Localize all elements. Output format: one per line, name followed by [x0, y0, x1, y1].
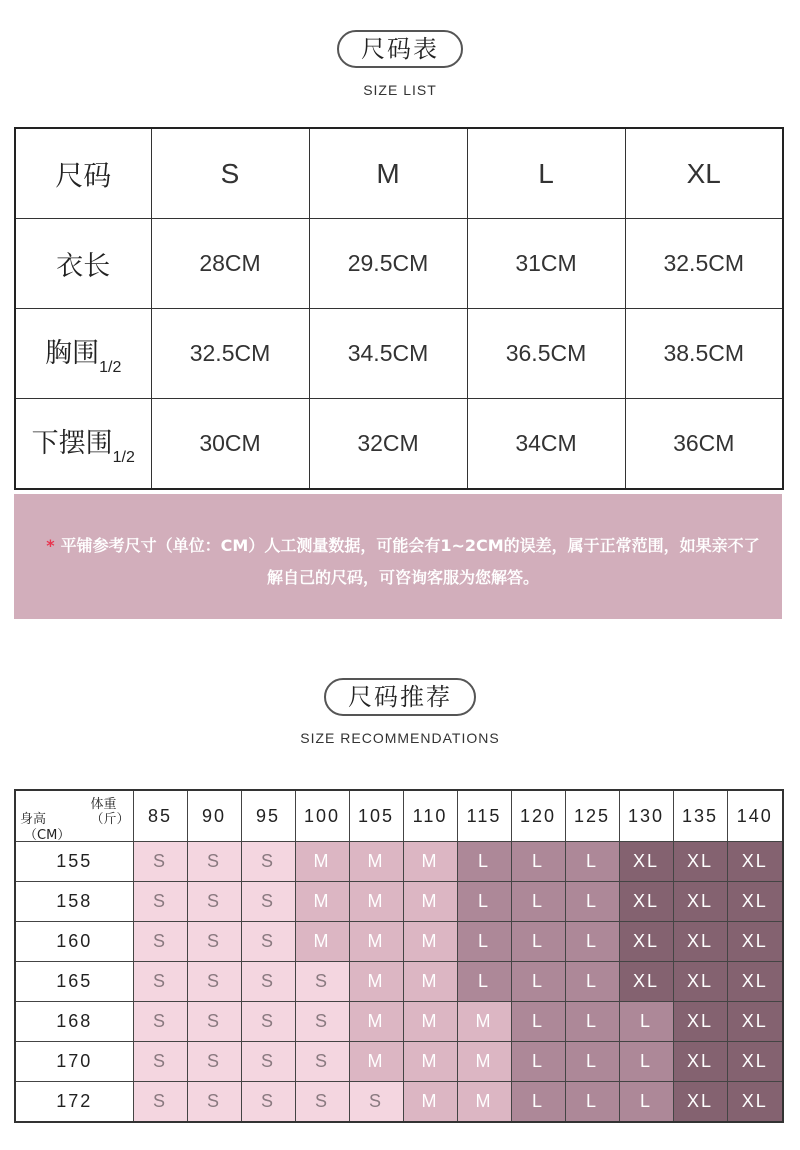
- recommended-size-cell: S: [187, 842, 241, 882]
- recommended-size-cell: S: [295, 1002, 349, 1042]
- recommended-size-cell: XL: [727, 1082, 783, 1123]
- size-table-row: [15, 399, 783, 490]
- weight-header-cell: 130: [619, 790, 673, 842]
- height-cell: 165: [15, 962, 133, 1002]
- recommended-size-cell: L: [619, 1042, 673, 1082]
- measurement-name: 胸围: [45, 337, 100, 369]
- recommended-size-cell: S: [187, 962, 241, 1002]
- recommended-size-cell: M: [349, 882, 403, 922]
- recommended-size-cell: L: [457, 882, 511, 922]
- measurement-half-mark: 1/2: [99, 358, 122, 376]
- recommended-size-cell: XL: [619, 882, 673, 922]
- size-table-row: [15, 309, 783, 399]
- height-axis-label: 身高: [20, 812, 47, 827]
- recommended-size-cell: XL: [727, 1042, 783, 1082]
- recommended-size-cell: XL: [673, 962, 727, 1002]
- recommended-size-cell: L: [511, 1082, 565, 1123]
- weight-header-cell: 90: [187, 790, 241, 842]
- measurement-value-cell: 30CM: [151, 399, 309, 490]
- recommended-size-cell: M: [403, 962, 457, 1002]
- measurement-name: 下摆围: [31, 427, 113, 459]
- measurement-note-box: [14, 494, 782, 619]
- recommended-size-cell: S: [241, 922, 295, 962]
- recommended-size-cell: S: [133, 882, 187, 922]
- note-star: *: [46, 536, 55, 555]
- measurement-value-cell: 34CM: [467, 399, 625, 490]
- recommended-size-cell: S: [187, 1082, 241, 1123]
- size-list-subtitle: SIZE LIST: [363, 82, 437, 98]
- recommended-size-cell: M: [349, 962, 403, 1002]
- recommended-size-cell: L: [565, 882, 619, 922]
- rec-table-row: [15, 1042, 783, 1082]
- height-cell: 170: [15, 1042, 133, 1082]
- weight-header-cell: 95: [241, 790, 295, 842]
- recommended-size-cell: S: [187, 922, 241, 962]
- size-table-row: [15, 219, 783, 309]
- recommended-size-cell: XL: [727, 1002, 783, 1042]
- note-text: 平铺参考尺寸（单位：CM）人工测量数据，可能会有1~2CM的误差，属于正常范围，如果亲不了解自己的尺码，可咨询客服为您解答。: [60, 536, 760, 587]
- recommended-size-cell: L: [457, 922, 511, 962]
- weight-header-cell: 140: [727, 790, 783, 842]
- recommended-size-cell: S: [241, 882, 295, 922]
- size-header-cell: XL: [625, 128, 783, 219]
- size-recommendations-subtitle: SIZE RECOMMENDATIONS: [300, 730, 500, 746]
- size-recommendation-table: [14, 789, 784, 1123]
- weight-header-cell: 105: [349, 790, 403, 842]
- recommended-size-cell: S: [187, 1002, 241, 1042]
- size-list-title: 尺码表: [337, 30, 463, 68]
- height-cell: 168: [15, 1002, 133, 1042]
- measurement-value-cell: 32.5CM: [151, 309, 309, 399]
- recommended-size-cell: M: [403, 1042, 457, 1082]
- recommended-size-cell: XL: [673, 922, 727, 962]
- size-header-cell: M: [309, 128, 467, 219]
- recommended-size-cell: M: [403, 1002, 457, 1042]
- recommended-size-cell: M: [295, 882, 349, 922]
- weight-header-cell: 135: [673, 790, 727, 842]
- rec-table-row: [15, 962, 783, 1002]
- recommended-size-cell: L: [511, 962, 565, 1002]
- rec-table-header-row: [15, 790, 783, 842]
- recommended-size-cell: XL: [673, 1082, 727, 1123]
- recommended-size-cell: L: [619, 1082, 673, 1123]
- recommended-size-cell: L: [619, 1002, 673, 1042]
- recommended-size-cell: M: [295, 922, 349, 962]
- recommended-size-cell: L: [511, 922, 565, 962]
- recommended-size-cell: XL: [619, 962, 673, 1002]
- rec-table-row: [15, 1002, 783, 1042]
- size-header-cell: L: [467, 128, 625, 219]
- recommended-size-cell: M: [403, 882, 457, 922]
- recommended-size-cell: L: [565, 1042, 619, 1082]
- weight-header-cell: 120: [511, 790, 565, 842]
- rec-table-row: [15, 922, 783, 962]
- size-table: [14, 127, 784, 490]
- recommended-size-cell: M: [403, 842, 457, 882]
- recommended-size-cell: XL: [727, 842, 783, 882]
- recommended-size-cell: S: [241, 1042, 295, 1082]
- height-cell: 160: [15, 922, 133, 962]
- measurement-label: [15, 219, 151, 309]
- recommended-size-cell: S: [295, 1082, 349, 1123]
- recommended-size-cell: XL: [619, 842, 673, 882]
- recommended-size-cell: S: [133, 962, 187, 1002]
- weight-header-cell: 110: [403, 790, 457, 842]
- recommended-size-cell: M: [403, 1082, 457, 1123]
- measurement-value-cell: 29.5CM: [309, 219, 467, 309]
- weight-header-cell: 100: [295, 790, 349, 842]
- measurement-value-cell: 36.5CM: [467, 309, 625, 399]
- recommended-size-cell: M: [457, 1042, 511, 1082]
- recommended-size-cell: L: [511, 1042, 565, 1082]
- recommended-size-cell: L: [565, 1002, 619, 1042]
- measurement-value-cell: 34.5CM: [309, 309, 467, 399]
- recommended-size-cell: S: [187, 882, 241, 922]
- measurement-value-cell: 32CM: [309, 399, 467, 490]
- height-unit-label: （CM）: [24, 828, 71, 843]
- measurement-name: 衣长: [56, 251, 111, 282]
- recommended-size-cell: XL: [673, 882, 727, 922]
- rec-table-row: [15, 1082, 783, 1123]
- recommended-size-cell: L: [565, 962, 619, 1002]
- measurement-value-cell: 28CM: [151, 219, 309, 309]
- recommended-size-cell: XL: [727, 882, 783, 922]
- height-cell: 155: [15, 842, 133, 882]
- recommended-size-cell: M: [457, 1002, 511, 1042]
- recommended-size-cell: L: [511, 842, 565, 882]
- measurement-label: [15, 399, 151, 490]
- recommended-size-cell: L: [565, 922, 619, 962]
- rec-table-corner: [15, 790, 133, 842]
- recommended-size-cell: S: [133, 1082, 187, 1123]
- size-header-cell: S: [151, 128, 309, 219]
- recommended-size-cell: M: [295, 842, 349, 882]
- weight-header-cell: 115: [457, 790, 511, 842]
- recommended-size-cell: S: [241, 842, 295, 882]
- measurement-value-cell: 38.5CM: [625, 309, 783, 399]
- recommended-size-cell: XL: [727, 922, 783, 962]
- measurement-half-mark: 1/2: [112, 448, 135, 466]
- recommended-size-cell: S: [187, 1042, 241, 1082]
- recommended-size-cell: M: [349, 1042, 403, 1082]
- measurement-value-cell: 31CM: [467, 219, 625, 309]
- recommended-size-cell: L: [565, 842, 619, 882]
- recommended-size-cell: XL: [619, 922, 673, 962]
- recommended-size-cell: S: [295, 1042, 349, 1082]
- size-table-header-row: [15, 128, 783, 219]
- recommended-size-cell: M: [349, 842, 403, 882]
- measurement-label: [15, 309, 151, 399]
- recommended-size-cell: XL: [673, 842, 727, 882]
- recommended-size-cell: M: [349, 1002, 403, 1042]
- recommended-size-cell: L: [457, 842, 511, 882]
- size-recommendations-title: 尺码推荐: [324, 678, 476, 716]
- recommended-size-cell: XL: [727, 962, 783, 1002]
- weight-unit-label: （斤）: [90, 812, 130, 827]
- recommended-size-cell: L: [457, 962, 511, 1002]
- height-cell: 158: [15, 882, 133, 922]
- size-table-corner-label: 尺码: [15, 128, 151, 219]
- recommended-size-cell: M: [403, 922, 457, 962]
- measurement-note: [44, 530, 762, 594]
- recommended-size-cell: S: [133, 842, 187, 882]
- weight-header-cell: 85: [133, 790, 187, 842]
- recommended-size-cell: L: [511, 882, 565, 922]
- recommended-size-cell: L: [511, 1002, 565, 1042]
- rec-table-row: [15, 882, 783, 922]
- recommended-size-cell: L: [565, 1082, 619, 1123]
- recommended-size-cell: XL: [673, 1002, 727, 1042]
- weight-axis-label: 体重: [90, 797, 117, 812]
- weight-header-cell: 125: [565, 790, 619, 842]
- recommended-size-cell: M: [457, 1082, 511, 1123]
- recommended-size-cell: S: [241, 1082, 295, 1123]
- recommended-size-cell: S: [349, 1082, 403, 1123]
- recommended-size-cell: S: [133, 1042, 187, 1082]
- recommended-size-cell: XL: [673, 1042, 727, 1082]
- recommended-size-cell: S: [133, 922, 187, 962]
- recommended-size-cell: S: [295, 962, 349, 1002]
- recommended-size-cell: M: [349, 922, 403, 962]
- height-cell: 172: [15, 1082, 133, 1123]
- measurement-value-cell: 36CM: [625, 399, 783, 490]
- recommended-size-cell: S: [133, 1002, 187, 1042]
- recommended-size-cell: S: [241, 962, 295, 1002]
- measurement-value-cell: 32.5CM: [625, 219, 783, 309]
- rec-table-row: [15, 842, 783, 882]
- recommended-size-cell: S: [241, 1002, 295, 1042]
